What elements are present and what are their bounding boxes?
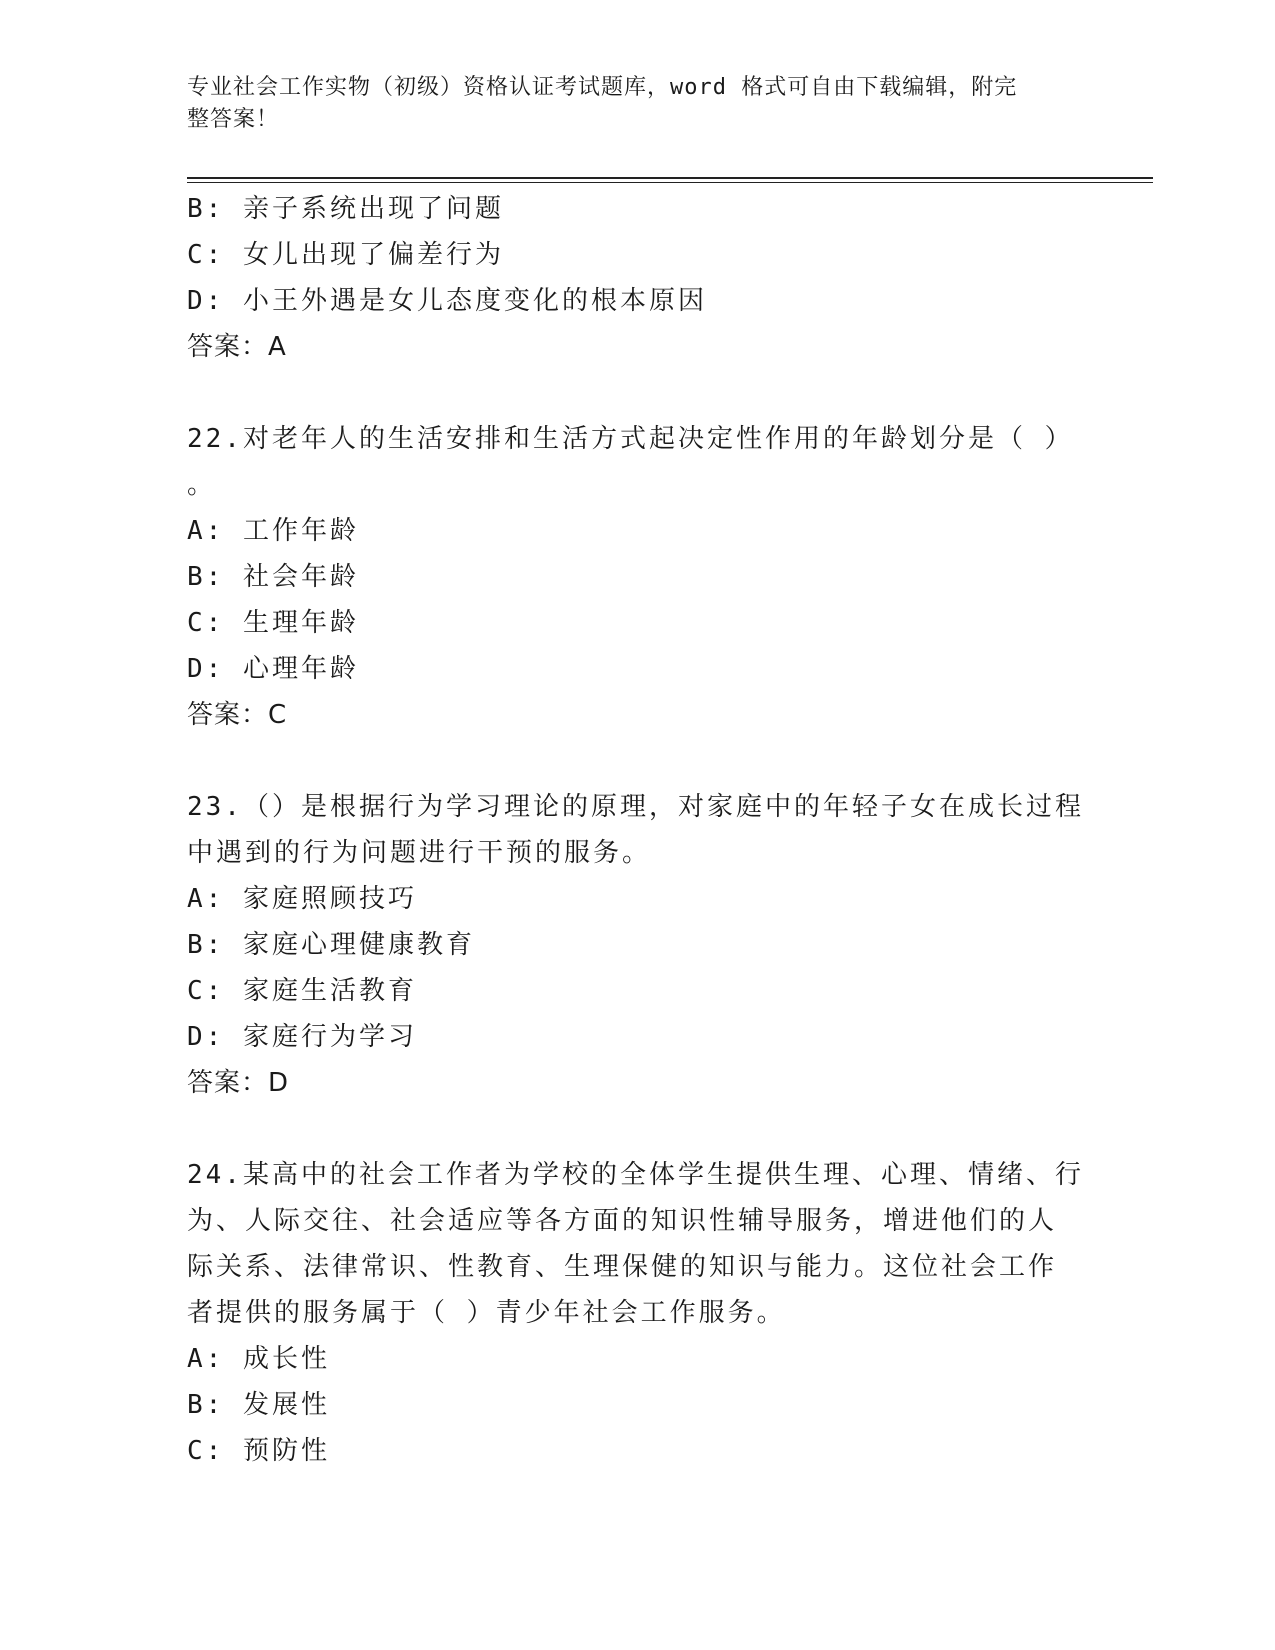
option-c: C: 预防性: [187, 1436, 330, 1466]
question-stem-line: 为、人际交往、社会适应等各方面的知识性辅导服务，增进他们的人: [187, 1206, 1058, 1236]
option-d: D: 家庭行为学习: [187, 1022, 417, 1052]
answer-line: 答案：D: [187, 1068, 290, 1098]
question-22: [187, 416, 1087, 738]
answer-line: 答案：A: [187, 332, 287, 362]
option-a: A: 工作年龄: [187, 516, 359, 546]
option-c: C: 家庭生活教育: [187, 976, 417, 1006]
page-header: [187, 72, 1067, 136]
spacer: [187, 738, 1087, 784]
answer-line: 答案：C: [187, 700, 288, 730]
option-d: D: 小王外遇是女儿态度变化的根本原因: [187, 286, 707, 316]
option-b: B: 家庭心理健康教育: [187, 930, 475, 960]
question-stem-line: 者提供的服务属于（ ）青少年社会工作服务。: [187, 1298, 786, 1328]
option-a: A: 成长性: [187, 1344, 330, 1374]
header-line-2: 整答案！: [187, 107, 280, 132]
question-stem-line: 22.对老年人的生活安排和生活方式起决定性作用的年龄划分是（ ）: [187, 424, 1074, 454]
option-a: A: 家庭照顾技巧: [187, 884, 417, 914]
option-b: B: 社会年龄: [187, 562, 359, 592]
header-line-1: 专业社会工作实物（初级）资格认证考试题库，word 格式可自由下载编辑，附完: [187, 75, 1018, 100]
option-b: B: 发展性: [187, 1390, 330, 1420]
question-list: [187, 186, 1087, 1474]
question-stem-line: 。: [187, 470, 217, 500]
header-divider-thick: [187, 177, 1153, 179]
question-23: [187, 784, 1087, 1106]
question-24: [187, 1152, 1087, 1474]
question-21-tail: [187, 186, 1087, 370]
question-stem-line: 23.（）是根据行为学习理论的原理，对家庭中的年轻子女在成长过程: [187, 792, 1084, 822]
option-c: C: 生理年龄: [187, 608, 359, 638]
spacer: [187, 370, 1087, 416]
question-stem-line: 24.某高中的社会工作者为学校的全体学生提供生理、心理、情绪、行: [187, 1160, 1084, 1190]
option-d: D: 心理年龄: [187, 654, 359, 684]
option-c: C: 女儿出现了偏差行为: [187, 240, 504, 270]
question-stem-line: 际关系、法律常识、性教育、生理保健的知识与能力。这位社会工作: [187, 1252, 1058, 1282]
spacer: [187, 1106, 1087, 1152]
question-stem-line: 中遇到的行为问题进行干预的服务。: [187, 838, 652, 868]
header-divider-thin: [187, 182, 1153, 183]
option-b: B: 亲子系统出现了问题: [187, 194, 504, 224]
